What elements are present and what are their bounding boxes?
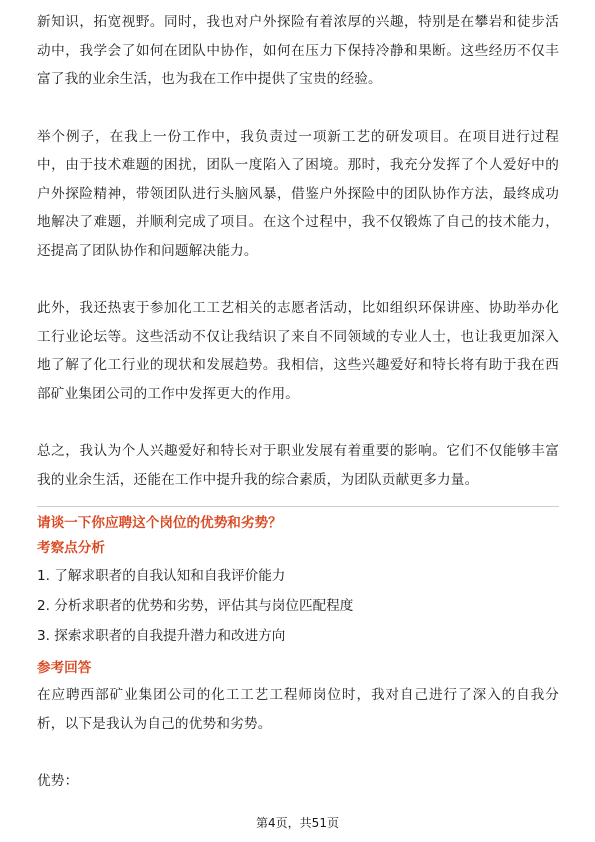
paragraph-spacer <box>37 265 559 294</box>
analysis-heading: 考察点分析 <box>37 540 105 556</box>
body-paragraph-3: 此外，我还热衷于参加化工工艺相关的志愿者活动，比如组织环保讲座、协助举办化工行业论坛等。这些活动不仅让我结识了来自不同领域的专业人士，也让我更加深入地了解了化工行业的现状和发展趋势。我相信，这些兴趣爱好和特长将有助于我在西部矿业集团公司的工作中发挥更大的作用。 <box>37 300 559 402</box>
strengths-label: 优势： <box>37 773 79 789</box>
body-paragraph-2: 举个例子，在我上一份工作中，我负责过一项新工艺的研发项目。在项目进行过程中，由于技术难题的困扰，团队一度陷入了困境。那时，我充分发挥了个人爱好中的户外探险精神，带领团队进行头脑风暴，借鉴户外探险中的团队协作方法，最终成功地解决了难题，并顺利完成了项目。在这个过程中，我不仅锻炼了自己的技术能力，还提高了团队协作和问题解决能力。 <box>37 128 559 259</box>
answer-heading: 参考回答 <box>37 660 92 676</box>
analysis-item-1: 1. 了解求职者的自我认知和自我评价能力 <box>37 568 286 584</box>
paragraph-spacer <box>37 408 559 437</box>
interview-question: 请谈一下你应聘这个岗位的优势和劣势？ <box>37 515 282 531</box>
section-divider <box>37 506 559 507</box>
answer-paragraph: 在应聘西部矿业集团公司的化工工艺工程师岗位时，我对自己进行了深入的自我分析，以下是我认为自己的优势和劣势。 <box>37 687 559 732</box>
document-page <box>37 8 559 796</box>
body-paragraph-4: 总之，我认为个人兴趣爱好和特长对于职业发展有着重要的影响。它们不仅能够丰富我的业余生活，还能在工作中提升我的综合素质，为团队贡献更多力量。 <box>37 443 559 488</box>
analysis-item-2: 2. 分析求职者的优势和劣势，评估其与岗位匹配程度 <box>37 598 354 614</box>
page-number: 第4页，共51页 <box>256 816 339 830</box>
paragraph-spacer <box>37 738 559 767</box>
paragraph-spacer <box>37 94 559 123</box>
body-paragraph-1: 新知识，拓宽视野。同时，我也对户外探险有着浓厚的兴趣，特别是在攀岩和徒步活动中，我学会了如何在团队中协作，如何在压力下保持冷静和果断。这些经历不仅丰富了我的业余生活，也为我在工作中提供了宝贵的经验。 <box>37 14 559 87</box>
analysis-item-3: 3. 探索求职者的自我提升潜力和改进方向 <box>37 628 286 644</box>
